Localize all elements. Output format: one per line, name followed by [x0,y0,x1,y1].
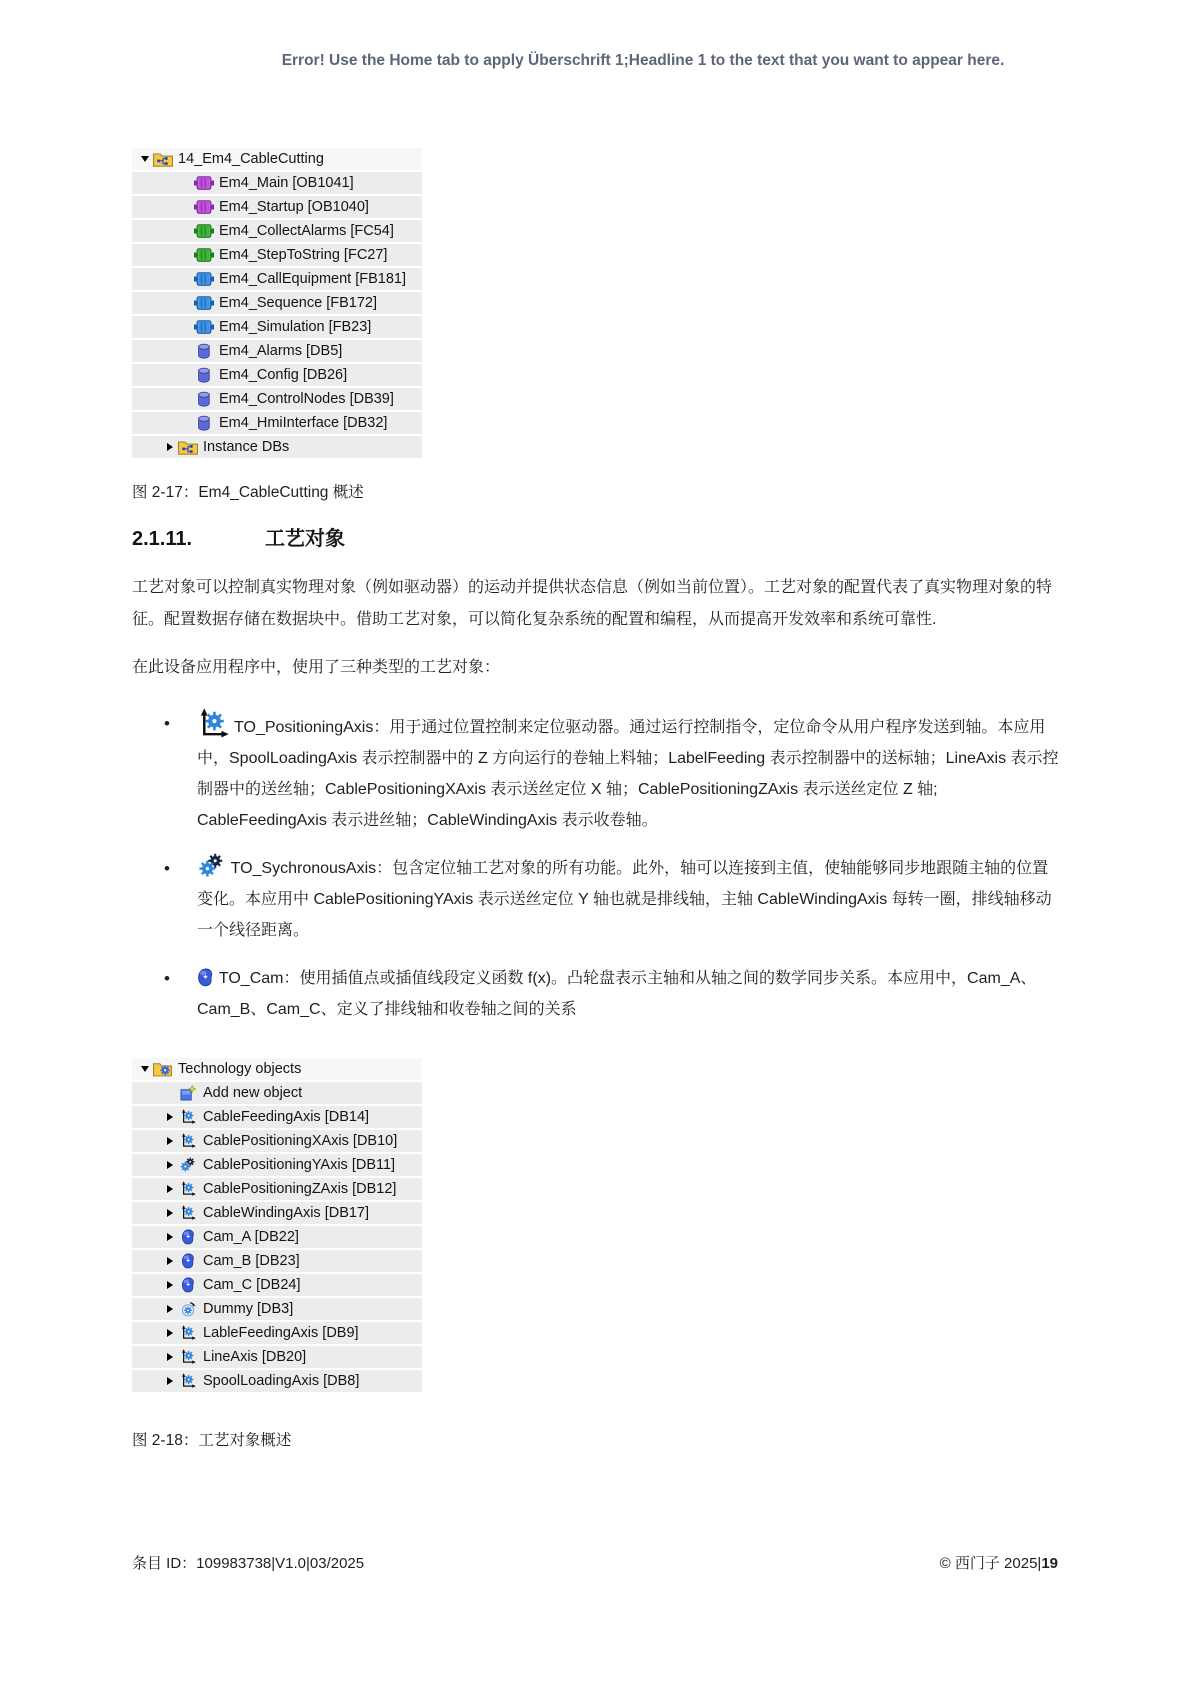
tree-item-label: CablePositioningZAxis [DB12] [203,1181,397,1197]
tech-folder-icon [153,1061,173,1077]
tree-row [132,316,422,338]
figure-tree-technology-objects [132,1058,422,1394]
fc-block-icon [194,247,214,263]
bullet-text: TO_Cam：使用插值点或插值线段定义函数 f(x)。凸轮盘表示主轴和从轴之间的数学同步关系。本应用中，Cam_A、Cam_B、Cam_C、定义了排线轴和收卷轴之间的关系 [197,970,1037,1018]
chevron-down-icon [137,156,153,162]
tree-row [132,1322,422,1344]
list-item [197,853,1060,946]
tree-row [132,1106,422,1128]
tree-row [132,196,422,218]
chevron-right-icon [162,1185,178,1193]
db-icon [194,343,214,359]
positioning-axis-icon [178,1349,198,1365]
tree-item-label: Em4_Sequence [FB172] [219,295,377,311]
synchronous-axis-icon [178,1157,198,1173]
tree-item-label: CableFeedingAxis [DB14] [203,1109,370,1125]
figure-caption: 图 2-18：工艺对象概述 [132,1432,292,1449]
tree-item-label: LineAxis [DB20] [203,1349,307,1365]
tree-row [132,388,422,410]
tree-row [132,244,422,266]
tree-row [132,412,422,434]
fb-block-icon [194,295,214,311]
tree-item-label: Em4_CallEquipment [FB181] [219,271,406,287]
synchronous-axis-icon [197,853,226,879]
tree-row [132,1298,422,1320]
tree-row [132,1250,422,1272]
tree-item-label: Cam_A [DB22] [203,1229,299,1245]
chevron-down-icon [137,1066,153,1072]
cam-icon [178,1277,198,1293]
dummy-icon [178,1301,198,1317]
cam-icon [178,1229,198,1245]
tree-item-label: LableFeedingAxis [DB9] [203,1325,359,1341]
body-content [132,572,1060,1042]
tree-item-label: Em4_ControlNodes [DB39] [219,391,394,407]
chevron-right-icon [162,1329,178,1337]
fb-block-icon [194,319,214,335]
positioning-axis-icon [178,1109,198,1125]
bullet-text: TO_PositioningAxis：用于通过位置控制来定位驱动器。通过运行控制指令，定位命令从用户程序发送到轴。本应用中，SpoolLoadingAxis 表示控制器中的 Z 方向运行的卷轴上料轴；LabelFeeding 表示控制器中的送标轴；LineAxis 表示控制器中的送丝轴；CablePositioningXAxis 表示送丝定位 X 轴；CablePositioningZAxis 表示送丝定位 Z 轴; CableFeedingAxis 表示进丝轴；CableWindingAxis 表示收卷轴。 [197,719,1059,829]
chevron-right-icon [162,1281,178,1289]
tree-item-label: Add new object [203,1085,303,1101]
tree-item-label: Em4_Main [OB1041] [219,175,354,191]
tree-item-label: SpoolLoadingAxis [DB8] [203,1373,360,1389]
chevron-right-icon [162,1305,178,1313]
tree-row [132,1274,422,1296]
add-new-object-icon [178,1085,198,1101]
cam-icon [178,1253,198,1269]
page-number: 19 [1041,1555,1058,1572]
tree-row [132,436,422,458]
tree-item-label: Em4_Simulation [FB23] [219,319,372,335]
chevron-right-icon [162,1113,178,1121]
chevron-right-icon [162,1377,178,1385]
tree-item-label: CableWindingAxis [DB17] [203,1205,370,1221]
tree-item-label: Dummy [DB3] [203,1301,294,1317]
positioning-axis-icon [178,1325,198,1341]
tree-item-label: Em4_StepToString [FC27] [219,247,388,263]
fb-block-icon [194,271,214,287]
tree-item-label: Em4_Alarms [DB5] [219,343,343,359]
positioning-axis-icon [178,1373,198,1389]
db-icon [194,367,214,383]
footer-entry-id: 条目 ID：109983738|V1.0|03/2025 [132,1555,365,1572]
header-error-text: Error! Use the Home tab to apply Überschrift 1;Headline 1 to the text that you want to appear here. [281,52,1005,69]
chevron-right-icon [162,1161,178,1169]
tree-row [132,1082,422,1104]
tree-row [132,148,422,170]
section-title: 工艺对象 [265,528,345,550]
technology-object-list [132,708,1060,1025]
figure-caption: 图 2-17：Em4_CableCutting 概述 [132,484,364,501]
tree-row [132,1202,422,1224]
chevron-right-icon [162,1257,178,1265]
tree-row [132,1226,422,1248]
positioning-axis-icon [178,1133,198,1149]
folder-tree-icon [153,151,173,167]
tree-row [132,1370,422,1392]
tree-row [132,172,422,194]
tree-item-label: 14_Em4_CableCutting [178,151,324,167]
positioning-axis-icon [178,1205,198,1221]
chevron-right-icon [162,1209,178,1217]
tree-row [132,1178,422,1200]
figure-tree-em4-cablecutting [132,148,422,460]
tree-row [132,1154,422,1176]
tree-row [132,364,422,386]
ob-block-icon [194,175,214,191]
copyright-text: © 西门子 2025| [939,1555,1042,1572]
tree-item-label: CablePositioningYAxis [DB11] [203,1157,396,1173]
tree-item-label: Technology objects [178,1061,302,1077]
tree-item-label: Cam_B [DB23] [203,1253,300,1269]
tree-row [132,220,422,242]
page-footer [132,1552,1058,1573]
bullet-text: TO_SychronousAxis：包含定位轴工艺对象的所有功能。此外，轴可以连接到主值，使轴能够同步地跟随主轴的位置变化。本应用中 CablePositioningYAxis 表示送丝定位 Y 轴也就是排线轴，主轴 CableWindingAxis 每转一圈，排线轴移动一个线径距离。 [197,860,1052,939]
section-heading [132,522,345,551]
tree-item-label: Instance DBs [203,439,290,455]
tree-row [132,1130,422,1152]
tree-row [132,292,422,314]
tree-item-label: Cam_C [DB24] [203,1277,301,1293]
tree-row [132,268,422,290]
cam-icon [197,967,214,986]
tree-row [132,1058,422,1080]
list-item [197,963,1060,1025]
fc-block-icon [194,223,214,239]
list-item [197,708,1060,836]
chevron-right-icon [162,1353,178,1361]
db-icon [194,415,214,431]
tree-item-label: Em4_CollectAlarms [FC54] [219,223,394,239]
tree-item-label: Em4_Startup [OB1040] [219,199,369,215]
chevron-right-icon [162,1137,178,1145]
tree-item-label: Em4_Config [DB26] [219,367,348,383]
ob-block-icon [194,199,214,215]
positioning-axis-icon [178,1181,198,1197]
positioning-axis-icon [197,708,229,740]
folder-tree-icon [178,439,198,455]
tree-item-label: Em4_HmiInterface [DB32] [219,415,388,431]
footer-copyright [940,1552,1058,1573]
tree-row [132,340,422,362]
paragraph: 在此设备应用程序中，使用了三种类型的工艺对象： [132,659,501,676]
chevron-right-icon [162,443,178,451]
section-number: 2.1.11. [132,528,193,550]
tree-item-label: CablePositioningXAxis [DB10] [203,1133,398,1149]
chevron-right-icon [162,1233,178,1241]
paragraph: 工艺对象可以控制真实物理对象（例如驱动器）的运动并提供状态信息（例如当前位置）。工艺对象的配置代表了真实物理对象的特征。配置数据存储在数据块中。借助工艺对象，可以简化复杂系统的配置和编程，从而提高开发效率和系统可靠性. [132,579,1053,628]
tree-row [132,1346,422,1368]
db-icon [194,391,214,407]
